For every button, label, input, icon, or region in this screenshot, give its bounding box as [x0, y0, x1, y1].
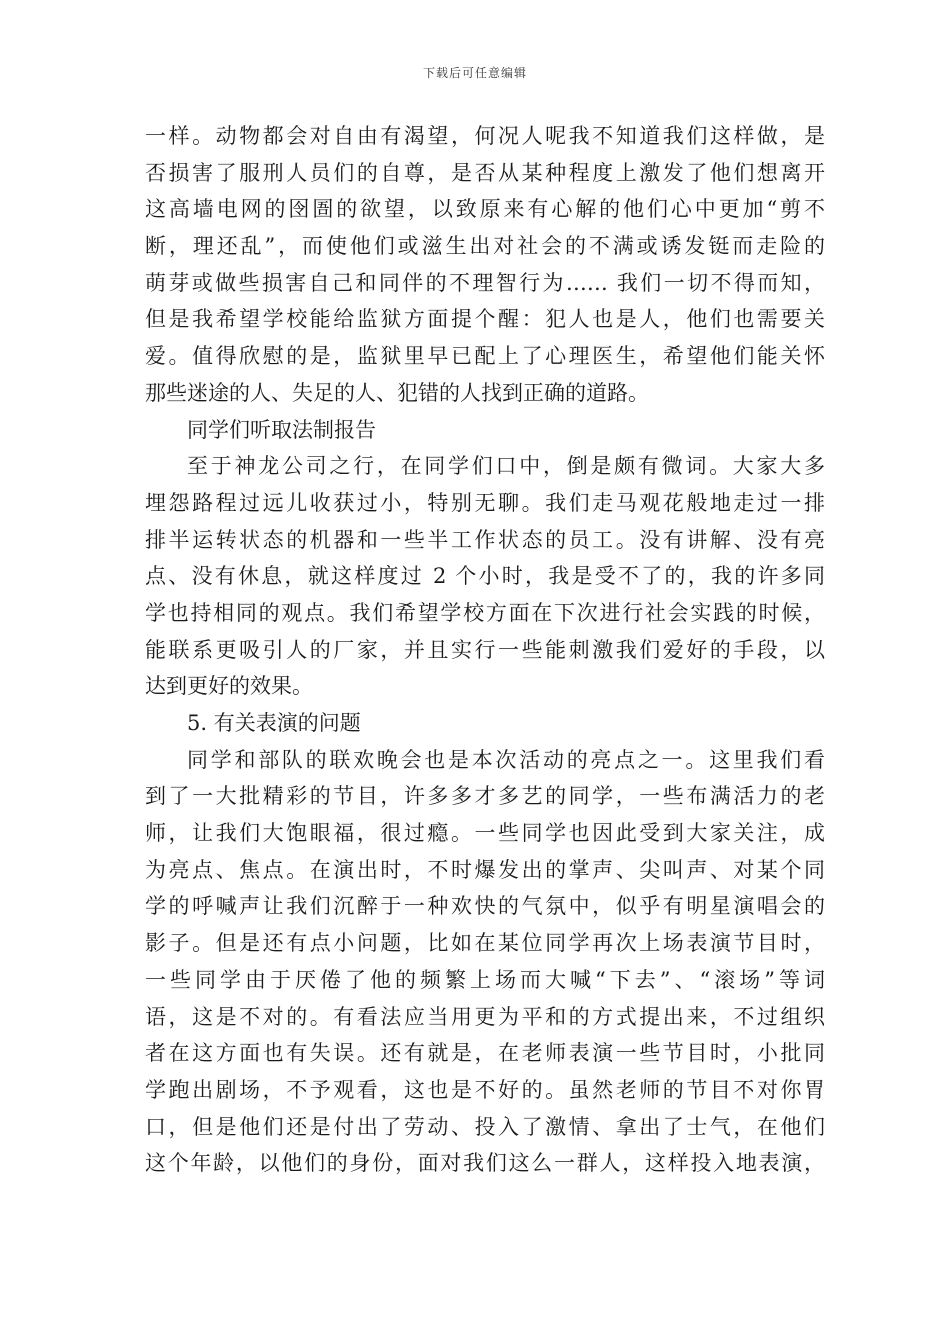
text-line: 至于神龙公司之行，在同学们口中，倒是颇有微词。大家大多	[187, 454, 825, 479]
text-line: 但是我希望学校能给监狱方面提个醒：犯人也是人，他们也需要关	[145, 307, 825, 332]
text-line: 能联系更吸引人的厂家，并且实行一些能刺激我们爱好的手段，以	[145, 637, 825, 662]
text-line: 断，理还乱”，而使他们或滋生出对社会的不满或诱发铤而走险的	[145, 234, 825, 259]
text-line: 到了一大批精彩的节目，许多多才多艺的同学，一些布满活力的老	[145, 784, 825, 809]
text-line: 语，这是不对的。有看法应当用更为平和的方式提出来，不过组织	[145, 1004, 825, 1029]
text-line: 同学们听取法制报告	[187, 417, 376, 442]
text-line: 这高墙电网的囹圄的欲望，以致原来有心解的他们心中更加“剪不	[145, 197, 825, 222]
text-line: 同学和部队的联欢晚会也是本次活动的亮点之一。这里我们看	[187, 747, 825, 772]
text-line: 口，但是他们还是付出了劳动、投入了激情、拿出了士气，在他们	[145, 1114, 825, 1139]
text-line: 这个年龄，以他们的身份，面对我们这么一群人，这样投入地表演，	[145, 1151, 825, 1176]
text-line: 者在这方面也有失误。还有就是，在老师表演一些节目时，小批同	[145, 1041, 825, 1066]
text-line: 一些同学由于厌倦了他的频繁上场而大喊“下去”、“滚场”等词	[145, 967, 825, 992]
text-line: 萌芽或做些损害自己和同伴的不理智行为…… 我们一切不得而知，	[145, 270, 825, 295]
text-line: 5. 有关表演的问题	[187, 711, 361, 735]
text-line: 埋怨路程过远儿收获过小，特别无聊。我们走马观花般地走过一排	[145, 490, 825, 515]
document-body	[145, 118, 825, 1182]
page-header: 下载后可任意编辑	[422, 66, 527, 80]
text-line: 影子。但是还有点小问题，比如在某位同学再次上场表演节目时，	[145, 931, 825, 956]
text-line: 学的呼喊声让我们沉醉于一种欢快的气氛中，似乎有明星演唱会的	[145, 894, 825, 919]
text-line: 一样。动物都会对自由有渴望，何况人呢我不知道我们这样做，是	[145, 124, 825, 148]
text-line: 师，让我们大饱眼福，很过瘾。一些同学也因此受到大家关注，成	[145, 821, 825, 846]
text-line: 达到更好的效果。	[145, 674, 313, 699]
text-line: 那些迷途的人、失足的人、犯错的人找到正确的道路。	[145, 380, 649, 405]
text-line: 爱。值得欣慰的是，监狱里早已配上了心理医生，希望他们能关怀	[145, 344, 825, 369]
text-line: 学也持相同的观点。我们希望学校方面在下次进行社会实践的时候，	[145, 600, 825, 625]
text-line: 为亮点、焦点。在演出时，不时爆发出的掌声、尖叫声、对某个同	[145, 857, 825, 882]
text-line: 学跑出剧场，不予观看，这也是不好的。虽然老师的节目不对你胃	[145, 1077, 825, 1102]
text-line: 点、没有休息，就这样度过 2 个小时，我是受不了的，我的许多同	[145, 564, 825, 589]
text-line: 否损害了服刑人员们的自尊，是否从某种程度上激发了他们想离开	[145, 160, 825, 185]
text-line: 排半运转状态的机器和一些半工作状态的员工。没有讲解、没有亮	[145, 527, 825, 552]
